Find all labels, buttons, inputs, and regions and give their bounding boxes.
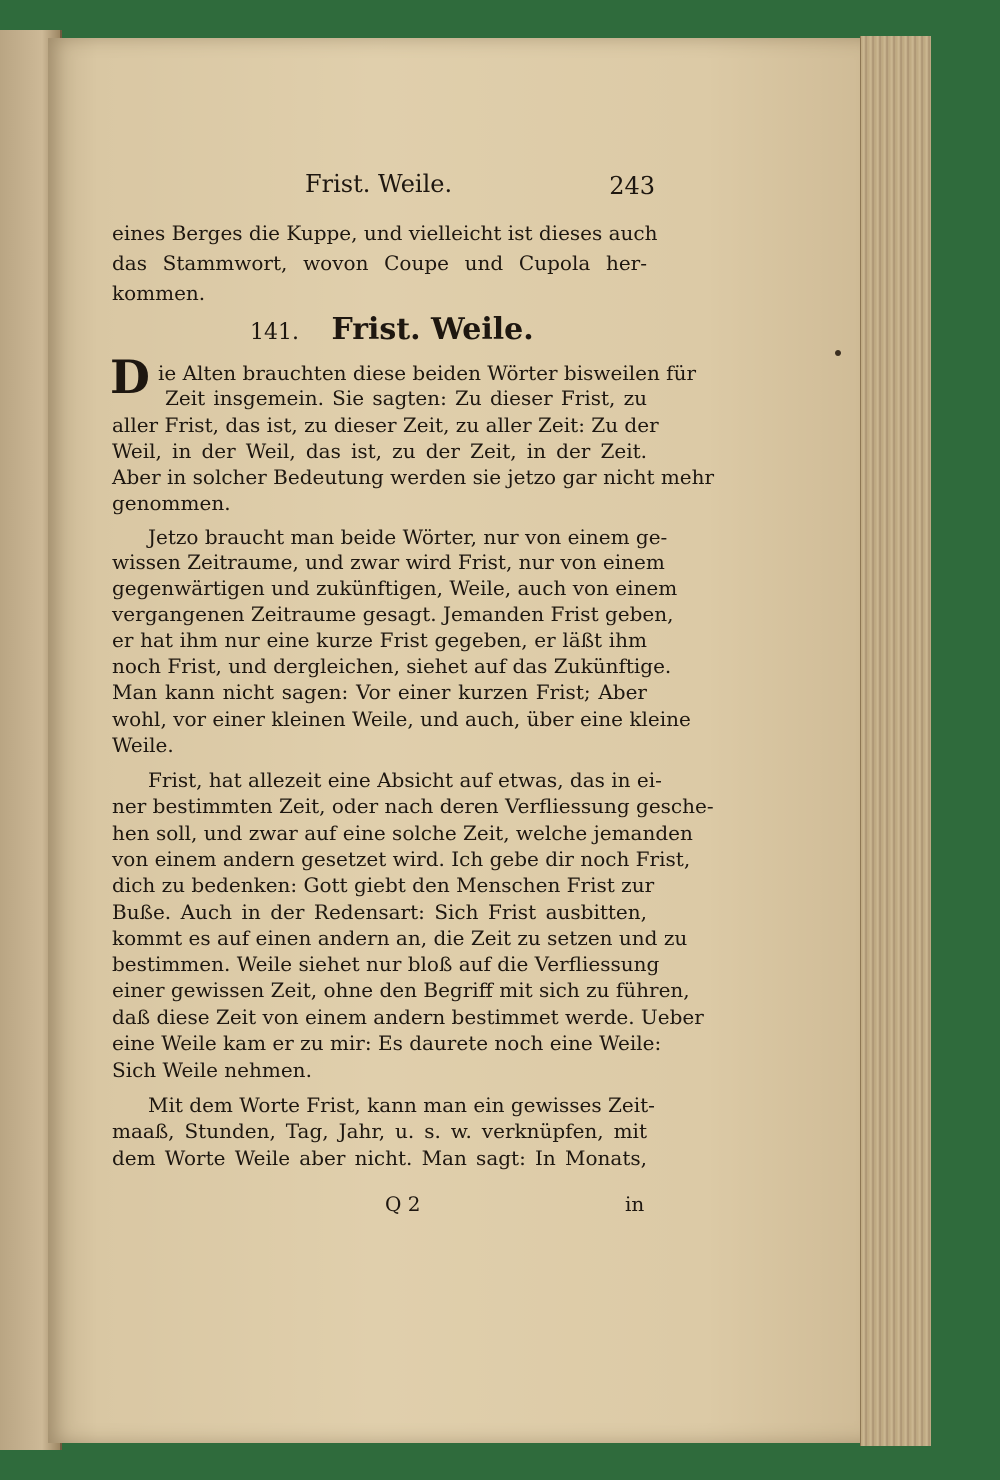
- text-line: Weil, in der Weil, das ist, zu der Zeit, in der Zeit.: [112, 439, 647, 463]
- header-title: Frist. Weile.: [305, 170, 453, 198]
- text-line: ie Alten brauchten diese beiden Wörter bisweilen für: [158, 361, 697, 385]
- text-line: genommen.: [112, 491, 231, 515]
- text-line: Zeit insgemein. Sie sagten: Zu dieser Frist, zu: [165, 386, 647, 410]
- section-heading: [250, 312, 534, 347]
- text-line: eine Weile kam er zu mir: Es daurete noch eine Weile:: [112, 1031, 662, 1055]
- text-line: einer gewissen Zeit, ohne den Begriff mit sich zu führen,: [112, 978, 690, 1002]
- text-line: ner bestimmten Zeit, oder nach deren Verfliessung gesche-: [112, 794, 714, 818]
- text-line: Aber in solcher Bedeutung werden sie jetzo gar nicht mehr: [112, 465, 715, 489]
- text-line: wissen Zeitraume, und zwar wird Frist, nur von einem: [112, 550, 665, 574]
- text-line: gegenwärtigen und zukünftigen, Weile, auch von einem: [112, 576, 678, 600]
- running-header: [305, 170, 655, 204]
- text-line: maaß, Stunden, Tag, Jahr, u. s. w. verknüpfen, mit: [112, 1119, 647, 1143]
- section-title: Frist. Weile.: [331, 312, 534, 347]
- text-line: dem Worte Weile aber nicht. Man sagt: In Monats,: [112, 1146, 647, 1170]
- text-line: Weile.: [112, 733, 174, 757]
- text-line: aller Frist, das ist, zu dieser Zeit, zu aller Zeit: Zu der: [112, 413, 659, 437]
- section-number: 141.: [250, 320, 299, 345]
- text-line: Mit dem Worte Frist, kann man ein gewisses Zeit-: [148, 1093, 655, 1117]
- text-line: Frist, hat allezeit eine Absicht auf etwas, das in ei-: [148, 768, 662, 792]
- page-number: 243: [609, 172, 655, 200]
- text-line: wohl, vor einer kleinen Weile, und auch, über eine kleine: [112, 707, 691, 731]
- text-line: dich zu bedenken: Gott giebt den Menschen Frist zur: [112, 873, 655, 897]
- text-line: kommt es auf einen andern an, die Zeit zu setzen und zu: [112, 926, 688, 950]
- text-line: Sich Weile nehmen.: [112, 1058, 312, 1082]
- intro-line: eines Berges die Kuppe, und vielleicht ist dieses auch: [112, 221, 658, 245]
- text-line: vergangenen Zeitraume gesagt. Jemanden Frist geben,: [112, 602, 674, 626]
- intro-line: kommen.: [112, 281, 206, 305]
- text-line: Man kann nicht sagen: Vor einer kurzen Frist; Aber: [112, 680, 647, 704]
- text-line: von einem andern gesetzet wird. Ich gebe dir noch Frist,: [112, 847, 691, 871]
- text-line: hen soll, und zwar auf eine solche Zeit, welche jemanden: [112, 821, 693, 845]
- text-line: er hat ihm nur eine kurze Frist gegeben, er läßt ihm: [112, 628, 647, 652]
- intro-line: das Stammwort, wovon Coupe und Cupola her-: [112, 251, 647, 275]
- text-line: bestimmen. Weile siehet nur bloß auf die Verfliessung: [112, 952, 660, 976]
- drop-cap: D: [110, 350, 150, 404]
- text-line: daß diese Zeit von einem andern bestimmet werde. Ueber: [112, 1005, 704, 1029]
- catchword: in: [625, 1192, 645, 1216]
- text-line: Buße. Auch in der Redensart: Sich Frist ausbitten,: [112, 900, 647, 924]
- text-line: Jetzo braucht man beide Wörter, nur von einem ge-: [148, 525, 668, 549]
- text-line: noch Frist, und dergleichen, siehet auf das Zukünftige.: [112, 654, 672, 678]
- signature-mark: Q 2: [385, 1192, 421, 1216]
